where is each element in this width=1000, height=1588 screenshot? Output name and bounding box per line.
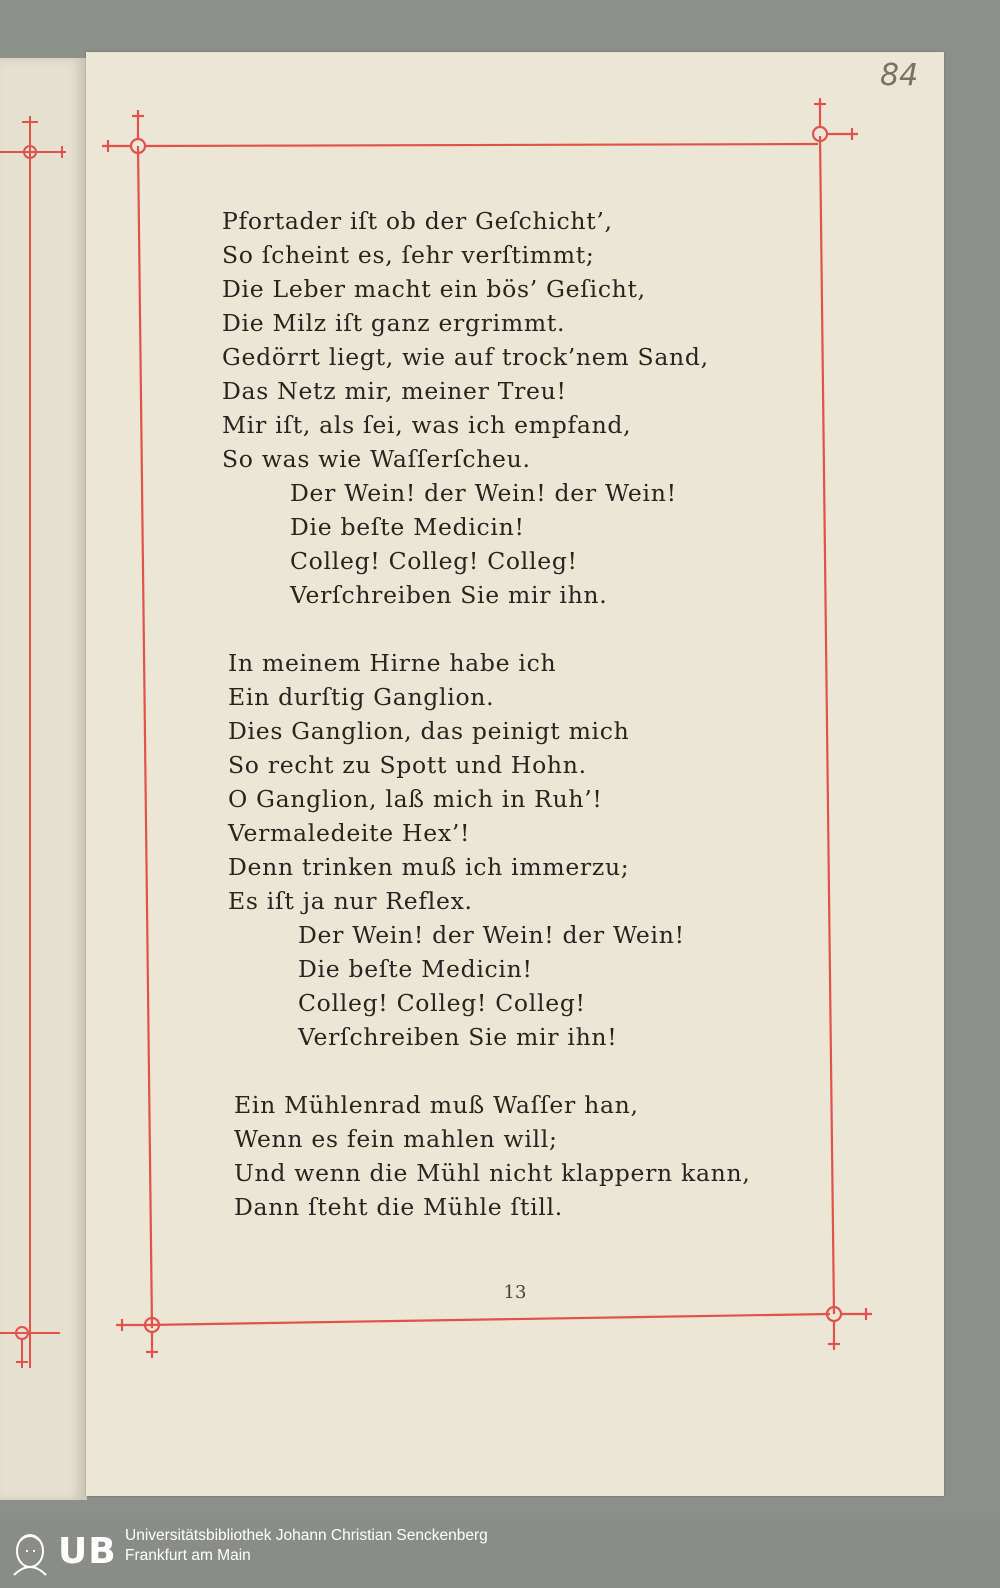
poem-line: Vermaledeite Hex’!	[228, 819, 471, 847]
stanza-1	[222, 204, 822, 612]
poem-line: Die Leber macht ein bös’ Geſicht,	[222, 275, 646, 303]
left-page-edge	[0, 58, 87, 1500]
stanza-3	[222, 1088, 822, 1224]
poem-line: Das Netz mir, meiner Treu!	[222, 377, 567, 405]
poem-line: Gedörrt liegt, wie auf trock’nem Sand,	[222, 343, 709, 371]
portrait-emblem-icon	[4, 1527, 56, 1579]
refrain-line: Der Wein! der Wein! der Wein!	[290, 479, 677, 507]
poem-line: Dies Ganglion, das peinigt mich	[228, 717, 630, 745]
poem-line: Und wenn die Mühl nicht klappern kann,	[234, 1159, 751, 1187]
handwritten-page-annotation: 84	[880, 58, 919, 93]
refrain-line: Die beſte Medicin!	[290, 513, 525, 541]
poem-line: In meinem Hirne habe ich	[228, 649, 557, 677]
poem-line: Dann ſteht die Mühle ſtill.	[234, 1193, 563, 1221]
library-footer-bar	[0, 1519, 1000, 1588]
refrain-line: Verſchreiben Sie mir ihn!	[298, 1023, 618, 1051]
poem-line: Wenn es fein mahlen will;	[234, 1125, 558, 1153]
library-name	[125, 1526, 488, 1566]
page-number: 13	[503, 1282, 527, 1303]
refrain-line: Colleg! Colleg! Colleg!	[290, 547, 578, 575]
refrain-line: Die beſte Medicin!	[298, 955, 533, 983]
poem-line: O Ganglion, laß mich in Ruh’!	[228, 785, 603, 813]
poem-line: Die Milz iſt ganz ergrimmt.	[222, 309, 566, 337]
poem-line: Denn trinken muß ich immerzu;	[228, 853, 630, 881]
poem-line: So recht zu Spott und Hohn.	[228, 751, 587, 779]
poem-line: So ſcheint es, ſehr verſtimmt;	[222, 241, 595, 269]
stanza-2	[222, 646, 822, 1054]
poem-line: Ein durſtig Ganglion.	[228, 683, 495, 711]
ub-library-logo	[4, 1527, 117, 1579]
poem-line: Pfortader iſt ob der Geſchicht’,	[222, 207, 613, 235]
library-name-line-1: Universitätsbibliothek Johann Christian Senckenberg	[125, 1527, 488, 1544]
poem-line: Mir iſt, als ſei, was ich empfand,	[222, 411, 632, 439]
poem-line: Ein Mühlenrad muß Waſſer han,	[234, 1091, 639, 1119]
poem-text	[222, 204, 822, 1258]
refrain-line: Colleg! Colleg! Colleg!	[298, 989, 586, 1017]
ub-logo-text: UB	[58, 1531, 117, 1572]
book-page	[86, 52, 944, 1496]
left-page-frame	[0, 58, 84, 1500]
refrain-line: Der Wein! der Wein! der Wein!	[298, 921, 685, 949]
poem-line: Es iſt ja nur Reflex.	[228, 887, 473, 915]
refrain-line: Verſchreiben Sie mir ihn.	[290, 581, 608, 609]
library-name-line-2: Frankfurt am Main	[125, 1547, 251, 1564]
poem-line: So was wie Waſſerſcheu.	[222, 445, 531, 473]
